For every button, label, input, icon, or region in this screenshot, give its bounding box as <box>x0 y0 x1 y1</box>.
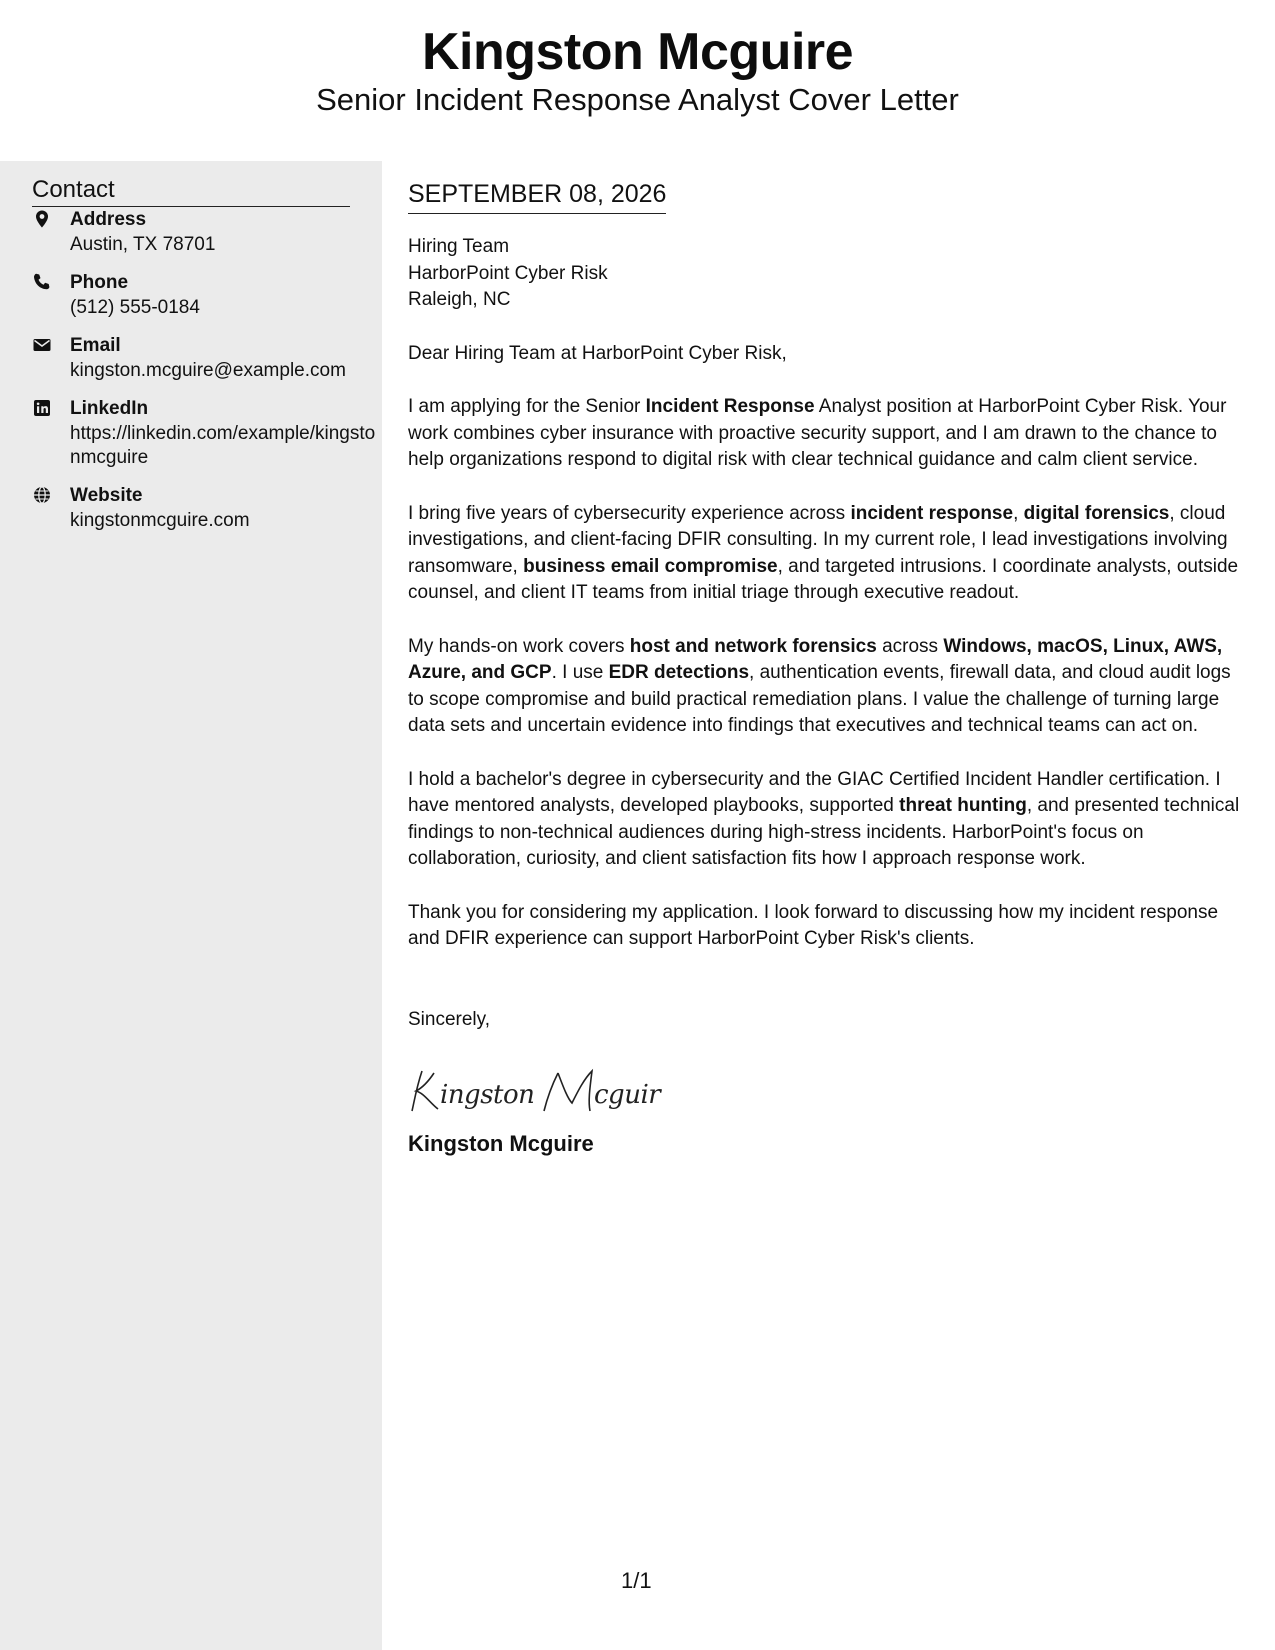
recipient-line: Raleigh, NC <box>408 289 511 310</box>
contact-label: LinkedIn <box>70 398 149 419</box>
paragraph-5: Thank you for considering my application. I look forward to discussing how my incident response and DFIR experience can support HarborPoint Cyber Risk's clients. <box>408 901 1219 949</box>
contact-label: Website <box>70 485 143 506</box>
header <box>0 0 1275 160</box>
signature-text-a: ingston <box>440 1080 535 1110</box>
letter-date: SEPTEMBER 08, 2026 <box>408 180 666 214</box>
contact-value[interactable]: kingstonmcguire.com <box>70 510 250 531</box>
globe-icon <box>32 485 54 507</box>
contact-label: Phone <box>70 272 129 293</box>
contact-value: Austin, TX 78701 <box>70 234 216 255</box>
envelope-icon <box>32 335 54 357</box>
contact-label: Email <box>70 335 121 356</box>
contact-value: (512) 555-0184 <box>70 297 200 318</box>
contact-value[interactable]: https://linkedin.com/example/kingstonmcguire <box>70 423 376 468</box>
document-subtitle: Senior Incident Response Analyst Cover Letter <box>316 82 959 117</box>
paragraph-1: I am applying for the Senior Incident Response Analyst position at HarborPoint Cyber Risk. Your work combines cyber insurance with proactive security support, and I am drawn to the chance to help organizations respond to digital risk with clear technical guidance and calm client service. <box>408 396 1227 470</box>
contact-value: kingston.mcguire@example.com <box>70 360 346 381</box>
closing: Sincerely, <box>408 1008 491 1030</box>
map-pin-icon <box>32 209 54 231</box>
signature-text-b: cguir <box>594 1080 661 1110</box>
contact-sidebar <box>0 161 382 1650</box>
paragraph-3: My hands-on work covers host and network forensics across Windows, macOS, Linux, AWS, Azure, and GCP. I use EDR detections, authentication events, firewall data, and cloud audit logs to scope compromise and build practical remediation plans. I value the challenge of turning large data sets and uncertain evidence into findings that executives and technical teams can act on. <box>408 635 1231 736</box>
recipient-line: Hiring Team <box>408 236 510 257</box>
signer-name: Kingston Mcguire <box>408 1131 594 1156</box>
applicant-name: Kingston Mcguire <box>421 23 854 81</box>
recipient-block <box>408 234 1243 314</box>
paragraph-2: I bring five years of cybersecurity experience across incident response, digital forensics, cloud investigations, and client-facing DFIR consulting. In my current role, I lead investigations involving ransomware, business email compromise, and targeted intrusions. I coordinate analysts, outside counsel, and client IT teams from initial triage through executive readout. <box>408 502 1239 603</box>
linkedin-icon <box>32 398 54 420</box>
salutation: Dear Hiring Team at HarborPoint Cyber Risk, <box>408 342 787 364</box>
recipient-line: HarborPoint Cyber Risk <box>408 262 608 284</box>
paragraph-4: I hold a bachelor's degree in cybersecurity and the GIAC Certified Incident Handler certification. I have mentored analysts, developed playbooks, supported threat hunting, and presented technical findings to non-technical audiences during high-stress incidents. HarborPoint's focus on collaboration, curiosity, and client satisfaction fits how I approach response work. <box>408 768 1240 869</box>
signature-image <box>408 1059 1243 1119</box>
contact-heading: Contact <box>32 176 350 207</box>
phone-icon <box>32 272 54 294</box>
contact-label: Address <box>70 209 147 230</box>
letter-body <box>408 176 1243 1157</box>
page-number: 1/1 <box>621 1568 652 1593</box>
